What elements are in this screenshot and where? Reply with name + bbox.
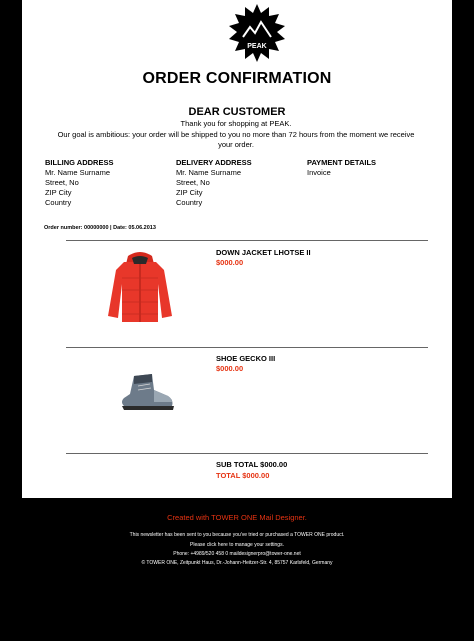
product-price: $000.00	[216, 364, 244, 373]
delivery-heading: DELIVERY ADDRESS	[176, 158, 252, 167]
delivery-address	[176, 158, 306, 208]
thanks-text: Thank you for shopping at PEAK.	[180, 119, 292, 128]
divider	[66, 347, 428, 348]
greeting-text	[50, 119, 422, 151]
payment-heading: PAYMENT DETAILS	[307, 158, 377, 167]
footer-contact[interactable]: Phone: +4989/520 458 0 maildesignerpro@tower-one.net	[173, 551, 301, 557]
delivery-line: Country	[176, 198, 203, 207]
page-title: ORDER CONFIRMATION	[142, 70, 332, 87]
shoe-image[interactable]	[118, 372, 176, 414]
created-with-link[interactable]: Created with TOWER ONE Mail Designer.	[167, 513, 307, 522]
billing-line: Street, No	[45, 178, 79, 187]
delivery-line: Street, No	[176, 178, 210, 187]
delivery-line: Mr. Name Surname	[176, 168, 242, 177]
footer-notice: This newsletter has been sent to you because you've tried or purchased a TOWER ONE product.	[129, 532, 345, 538]
delivery-line: ZIP City	[176, 188, 203, 197]
logo-text: PEAK	[247, 43, 267, 50]
peak-logo[interactable]	[228, 4, 286, 62]
billing-line: Country	[45, 198, 72, 207]
order-info: Order number: 00000000 | Date: 05.06.2013	[44, 225, 156, 231]
product-name[interactable]: DOWN JACKET LHOTSE II	[216, 248, 311, 257]
payment-details	[307, 158, 437, 178]
greeting-salutation: DEAR CUSTOMER	[188, 106, 286, 118]
divider	[66, 240, 428, 241]
billing-address	[45, 158, 175, 208]
jacket-image[interactable]	[100, 250, 180, 326]
billing-line: ZIP City	[45, 188, 72, 197]
total: TOTAL $000.00	[216, 471, 270, 480]
footer-copyright: © TOWER ONE, Zeitpunkt Haus, Dr.-Johann-Heitzer-Str. 4, 85757 Karlsfeld, Germany	[141, 560, 333, 566]
product-price: $000.00	[216, 258, 244, 267]
manage-settings-link[interactable]: Please click here to manage your settings.	[190, 542, 284, 548]
billing-heading: BILLING ADDRESS	[45, 158, 114, 167]
subtotal: SUB TOTAL $000.00	[216, 460, 288, 469]
email-card	[22, 0, 452, 498]
divider	[66, 453, 428, 454]
payment-method: Invoice	[307, 168, 331, 177]
shipping-message: Our goal is ambitious: your order will be shipped to you no more than 72 hours from the moment we receive your order.	[57, 129, 415, 149]
product-name[interactable]: SHOE GECKO III	[216, 354, 276, 363]
billing-line: Mr. Name Surname	[45, 168, 111, 177]
